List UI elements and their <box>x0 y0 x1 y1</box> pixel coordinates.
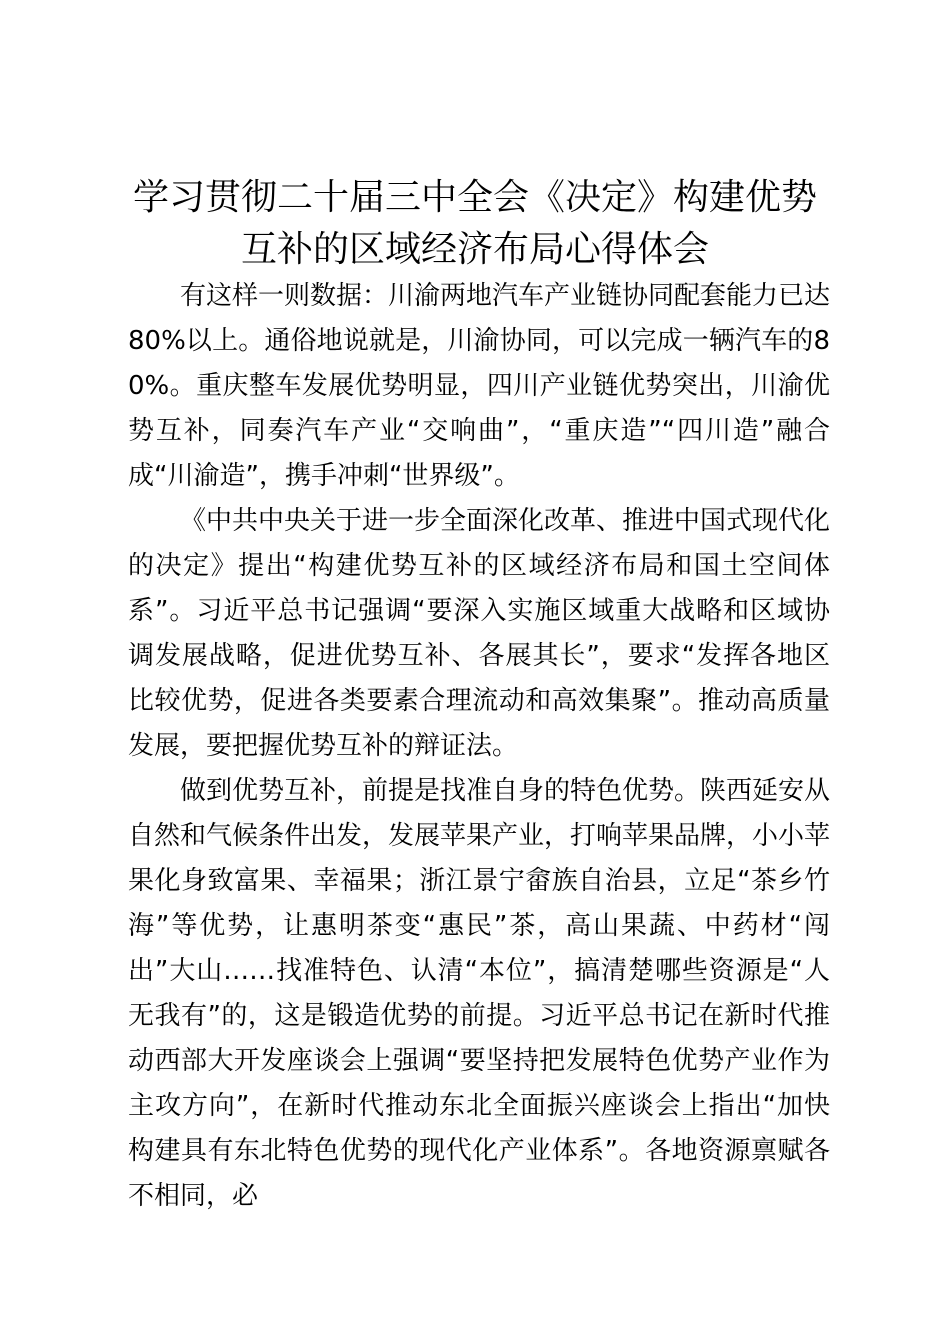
paragraph-1: 有这样一则数据：川渝两地汽车产业链协同配套能力已达80%以上。通俗地说就是，川渝协同，可以完成一辆汽车的80%。重庆整车发展优势明显，四川产业链优势突出，川渝优势互补，同奏汽车产业“交响曲”，“重庆造”“四川造”融合成“川渝造”，携手冲刺“世界级”。 <box>128 281 831 491</box>
paragraph-3: 做到优势互补，前提是找准自身的特色优势。陕西延安从自然和气候条件出发，发展苹果产业，打响苹果品牌，小小苹果化身致富果、幸福果；浙江景宁畲族自治县，立足“茶乡竹海”等优势，让惠明茶变“惠民”茶，高山果蔬、中药材“闯出”大山……找准特色、认清“本位”，搞清楚哪些资源是“人无我有”的，这是锻造优势的前提。习近平总书记在新时代推动西部大开发座谈会上强调“要坚持把发展特色优势产业作为主攻方向”，在新时代推动东北全面振兴座谈会上指出“加快构建具有东北特色优势的现代化产业体系”。各地资源禀赋各不相同，必 <box>128 776 831 1211</box>
document-title: 学习贯彻二十届三中全会《决定》构建优势互补的区域经济布局心得体会 <box>132 177 817 270</box>
document-body <box>128 274 830 1219</box>
paragraph-2: 《中共中央关于进一步全面深化改革、推进中国式现代化的决定》提出“构建优势互补的区域经济布局和国土空间体系”。习近平总书记强调“要深入实施区域重大战略和区域协调发展战略，促进优势互补、各展其长”，要求“发挥各地区比较优势，促进各类要素合理流动和高效集聚”。推动高质量发展，要把握优势互补的辩证法。 <box>128 506 831 761</box>
